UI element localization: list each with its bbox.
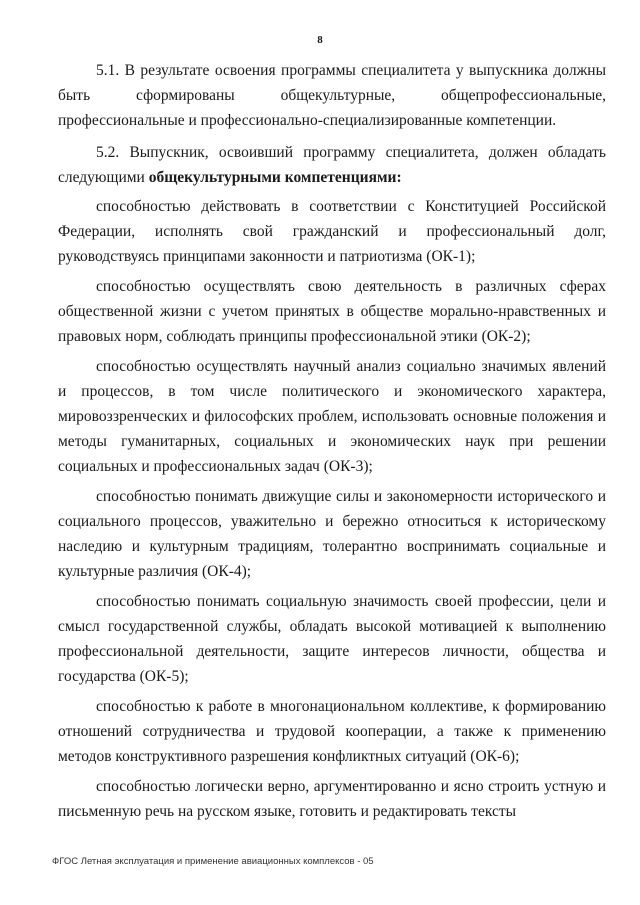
competence-ok-6: способностью к работе в многонациональном коллективе, к формированию отношений сотрудничества и трудовой кооперации, а также к применению методов конструктивного разрешения конфликтных ситуаций (ОК-6); xyxy=(58,698,606,765)
document-body xyxy=(58,58,606,829)
paragraph-5-2 xyxy=(58,140,606,190)
paragraph-5-1: 5.1. В результате освоения программы специалитета у выпускника должны быть сформированы общекультурные, общепрофессиональные, профессиональные и профессионально-специализированные компетенции. xyxy=(58,62,606,129)
competence-ok-4: способностью понимать движущие силы и закономерности исторического и социального процессов, уважительно и бережно относиться к историческому наследию и культурным традициям, толерантно воспринимать социальные и культурные различия (ОК-4); xyxy=(58,488,606,580)
paragraph-5-2-text: 5.2. Выпускник, освоивший программу специалитета, должен обладать следующими xyxy=(58,144,606,186)
competence-ok-7: способностью логически верно, аргументированно и ясно строить устную и письменную речь на русском языке, готовить и редактировать тексты xyxy=(58,778,606,820)
paragraph-5-2-bold-term: общекультурными компетенциями: xyxy=(148,169,402,186)
competence-ok-1: способностью действовать в соответствии с Конституцией Российской Федерации, исполнять свой гражданский и профессиональный долг, руководствуясь принципами законности и патриотизма (ОК-1); xyxy=(58,198,606,265)
page-footer: ФГОС Летная эксплуатация и применение авиационных комплексов - 05 xyxy=(52,856,374,867)
page-number: 8 xyxy=(317,34,323,46)
competence-ok-3: способностью осуществлять научный анализ социально значимых явлений и процессов, в том числе политического и экономического характера, мировоззренческих и философских проблем, использовать основные положения и методы гуманитарных, социальных и экономических наук при решении социальных и профессиональных задач (ОК-3); xyxy=(58,358,606,475)
competence-ok-2: способностью осуществлять свою деятельность в различных сферах общественной жизни с учетом принятых в обществе морально-нравственных и правовых норм, соблюдать принципы профессиональной этики (ОК-2); xyxy=(58,278,606,345)
competence-ok-5: способностью понимать социальную значимость своей профессии, цели и смысл государственной службы, обладать высокой мотивацией к выполнению профессиональной деятельности, защите интересов личности, общества и государства (ОК-5); xyxy=(58,593,606,685)
